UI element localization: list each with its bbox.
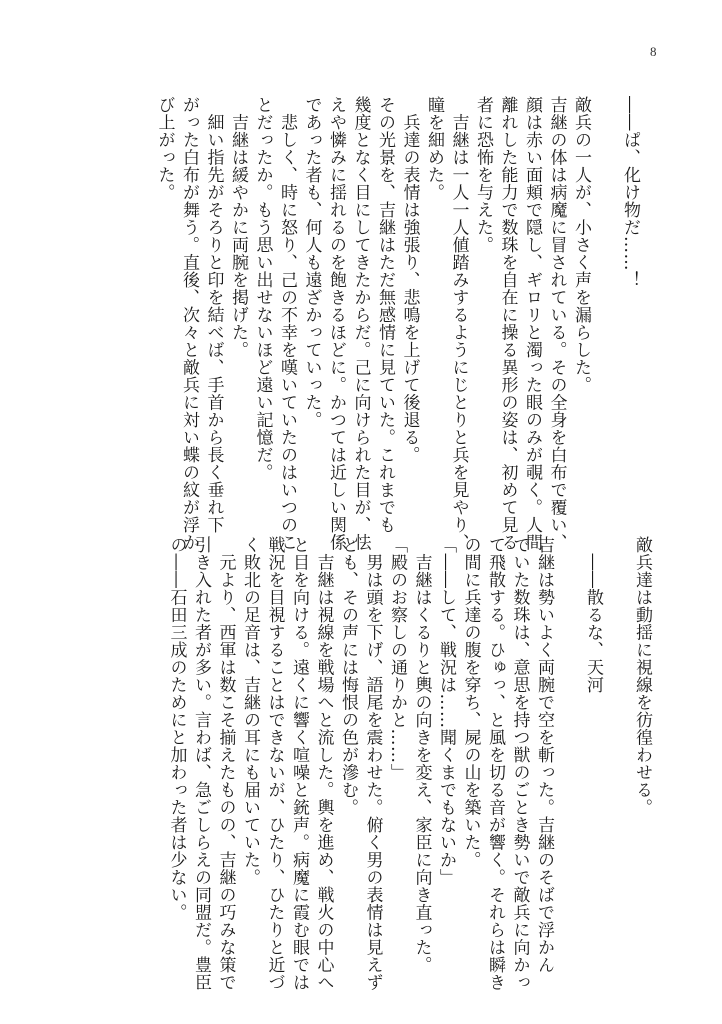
text-column: 瞳を細めた。 [424, 96, 444, 201]
text-column: 吉継は勢いよく両腕で空を斬った。吉継のそばで浮かん [534, 536, 554, 974]
text-column: 悲しく、時に怒り、己の不幸を嘆いていたのはいつのこ [277, 96, 297, 551]
text-column: 吉継はくるりと輿の向きを変え、家臣に向き直った。 [411, 536, 432, 974]
text-column: 兵達の表情は強張り、悲鳴を上げて後退る。 [399, 96, 420, 464]
text-block-top [152, 96, 642, 551]
text-column: ――ぱ、化け物だ……！ [620, 96, 640, 289]
text-column: て飛散する。ひゅっ、と風を切る音が響く。それらは瞬き [485, 536, 505, 991]
text-column: 「――して、戦況は……聞くまでもないか」 [436, 536, 456, 886]
text-column: ――散るな、天河 [583, 536, 603, 694]
text-column: であった者も、何人も遠ざかっていった。 [301, 96, 322, 429]
text-column: 「殿のお察しの通りかと……」 [387, 536, 407, 781]
text-column: 敵兵達は動揺に視線を彷徨わせる。 [632, 536, 652, 816]
text-column: とも、その声には悔恨の色が滲む。 [338, 536, 358, 816]
text-column: 吉継は視線を戦場へと流した。輿を進め、戦火の中心へ [313, 536, 334, 991]
text-column: でいた数珠は、意思を持つ獣のごとき勢いで敵兵に向かっ [509, 536, 530, 991]
text-column: その光景を、吉継はただ無感情に見ていた。これまでも [375, 96, 395, 534]
text-column [593, 96, 618, 516]
text-column: 細い指先がそろりと印を結べば、手首から長く垂れ下 [203, 96, 224, 534]
text-column: 吉継の体は病魔に冒されている。その全身を白布で覆い、 [546, 96, 567, 551]
page-number: 8 [650, 44, 657, 59]
text-column: 男は頭を下げ、語尾を震わせた。俯く男の表情は見えず [362, 536, 383, 991]
text-column [605, 536, 630, 956]
text-column: 幾度となく目にしてきたからだ。己に向けられた目が、怯 [350, 96, 371, 551]
text-column: と目を向ける。遠くに響く喧噪と銃声。病魔に霞む眼では [289, 536, 309, 991]
text-column: 離れした能力で数珠を自在に操る異形の姿は、初めて見る [497, 96, 518, 551]
text-column: 戦況を目視することはできないが、ひたり、ひたりと近づ [264, 536, 285, 991]
text-column: 者に恐怖を与えた。 [473, 96, 493, 254]
text-column: 引き入れた者が多い。言わば、急ごしらえの同盟だ。豊臣 [191, 536, 211, 991]
text-column: く敗北の足音は、吉継の耳にも届いていた。 [240, 536, 260, 886]
text-column: 吉継は緩やかに両腕を掲げた。 [228, 96, 248, 359]
text-column: 顔は赤い面頬で隠し、ギロリと濁った眼のみが覗く。人間 [522, 96, 542, 551]
text-column: 元より、西軍は数こそ揃えたものの、吉継の巧みな策で [215, 536, 236, 991]
text-column: とだったか。もう思い出せないほど遠い記憶だ。 [252, 96, 273, 481]
text-column: がった白布が舞う。直後、次々と敵兵に対い蝶の紋が浮か [179, 96, 199, 551]
text-column: び上がった。 [154, 96, 175, 201]
text-block-bottom [164, 536, 654, 991]
text-column: 敵兵の一人が、小さく声を漏らした。 [571, 96, 591, 394]
text-column [556, 536, 581, 956]
text-column: の間に兵達の腹を穿ち、屍の山を築いた。 [460, 536, 481, 869]
text-column: の――石田三成のためにと加わった者は少ない。 [166, 536, 187, 921]
text-column: 吉継は一人一人値踏みするようにじとりと兵を見やり、 [448, 96, 469, 551]
text-column: えや憐みに揺れるのを飽きるほどに。かつては近しい関係 [326, 96, 346, 551]
